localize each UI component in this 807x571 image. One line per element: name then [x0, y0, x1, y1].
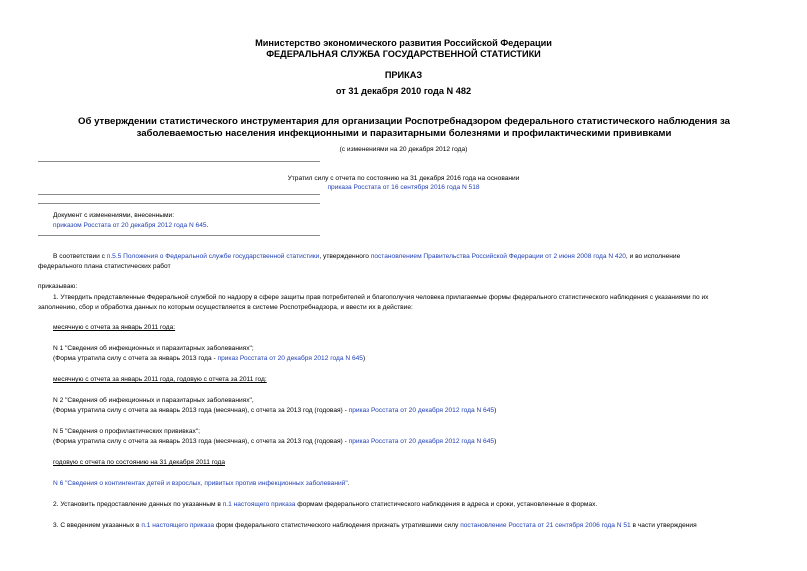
amendments-line	[53, 221, 208, 230]
divider	[38, 235, 320, 236]
form-1-note-text: (Форма утратила силу с отчета за январь 2013 года -	[53, 355, 218, 362]
form-2-note-text: (Форма утратила силу с отчета за январь 2013 года (месячная), с отчета за 2013 год (годовая) -	[53, 407, 349, 414]
annual-heading: годовую с отчета по состоянию на 31 декабря 2011 года	[53, 459, 226, 466]
form-1-name: N 1 "Сведения об инфекционных и паразитарных заболеваниях";	[53, 345, 254, 352]
divider	[38, 203, 320, 204]
lapsed-note: Утратил силу с отчета по состоянию на 31 декабря 2016 года на основании	[287, 175, 520, 182]
item-2-text: формам федерального статистического наблюдения в адреса и сроки, установленные в формах.	[295, 501, 598, 508]
amendment-order-link[interactable]: приказом Росстата от 20 декабря 2012 года N 645	[53, 222, 207, 229]
rosstat-decree-link[interactable]: постановление Росстата от 21 сентября 2006 года N 51	[460, 522, 631, 529]
amendments-label: Документ с изменениями, внесенными:	[53, 212, 175, 219]
form-5-note-end: )	[494, 438, 497, 445]
item-3	[53, 521, 697, 530]
preamble-line-1	[53, 252, 766, 261]
government-decree-link[interactable]: постановлением Правительства Российской Федерации от 2 июня 2008 года N 420	[370, 253, 626, 260]
form-1-note-end: )	[362, 355, 366, 362]
monthly-annual-heading: месячную с отчета за январь 2011 года, годовую с отчета за 2011 год:	[53, 376, 267, 383]
regulation-link[interactable]: п.5.5 Положения о Федеральной службе государственной статистики	[106, 253, 320, 260]
form-6-line	[53, 479, 350, 488]
form-2-name: N 2 "Сведения об инфекционных и паразитарных заболеваниях",	[53, 397, 254, 404]
form-5-note	[53, 437, 496, 446]
form-1-note	[53, 354, 365, 363]
divider	[38, 161, 320, 162]
preamble-text: В соответствии с	[53, 253, 107, 260]
divider	[38, 194, 320, 195]
item-3-ref-link[interactable]: п.1 настоящего приказа	[141, 522, 215, 529]
doc-type: ПРИКАЗ	[384, 70, 423, 80]
amendment-dot: .	[206, 222, 209, 229]
form-6-link[interactable]: N 6 "Сведения о контингентах детей и взрослых, привитых против инфекционных заболеваний"	[53, 480, 348, 487]
item-1-line-2: заполнению, сбор и обработка данных по которым осуществляется в системе Роспотребнадзора, и ввести их в действие:	[38, 304, 413, 311]
document-title: Об утверждении статистического инструментария для организации Роспотребнадзором федерального статистического наблюдения за заболеваемостью населения инфекционными и паразитарными болезнями и профилактическими прививками	[78, 116, 730, 139]
service-name: ФЕДЕРАЛЬНАЯ СЛУЖБА ГОСУДАРСТВЕННОЙ СТАТИСТИКИ	[266, 49, 541, 59]
order-date-number: от 31 декабря 2010 года N 482	[335, 86, 472, 96]
preamble-text: , утвержденного	[319, 253, 371, 260]
form-2-note-end: )	[494, 407, 497, 414]
lapsed-order-link[interactable]: приказа Росстата от 16 сентября 2016 года N 518	[327, 184, 480, 191]
item-3-text: форм федерального статистического наблюдения признать утратившими силу	[214, 522, 461, 529]
preamble-line-2: федерального плана статистических работ	[38, 263, 171, 270]
form-5-name: N 5 "Сведения о профилактических прививках";	[53, 428, 200, 435]
item-2	[53, 500, 597, 509]
form-5-note-text: (Форма утратила силу с отчета за январь 2013 года (месячная), с отчета за 2013 год (годовая) -	[53, 438, 349, 445]
item-3-text: в части утверждения	[630, 522, 697, 529]
monthly-heading: месячную с отчета за январь 2011 года:	[53, 324, 176, 331]
form-5-order-link[interactable]: приказ Росстата от 20 декабря 2012 года N 645	[348, 438, 495, 445]
form-2-order-link[interactable]: приказ Росстата от 20 декабря 2012 года N 645	[348, 407, 495, 414]
ministry-name: Министерство экономического развития Российской Федерации	[255, 38, 552, 48]
item-1-line-1: 1. Утвердить представленные Федеральной службой по надзору в сфере защиты прав потребителей и благополучия человека прилагаемые формы федерального статистического наблюдения с указаниями по их	[53, 294, 709, 301]
order-word: приказываю:	[38, 283, 78, 290]
amended-note: (с изменениями на 20 декабря 2012 года)	[339, 146, 468, 153]
form-2-note	[53, 406, 496, 415]
preamble-text: , и во исполнение	[625, 253, 681, 260]
form-1-order-link[interactable]: приказ Росстата от 20 декабря 2012 года N 645	[217, 355, 363, 362]
item-2-text: 2. Установить предоставление данных по указанным в	[53, 501, 223, 508]
form-6-end: .	[347, 480, 350, 487]
item-3-text: 3. С введением указанных в	[53, 522, 142, 529]
item-2-ref-link[interactable]: п.1 настоящего приказа	[222, 501, 296, 508]
